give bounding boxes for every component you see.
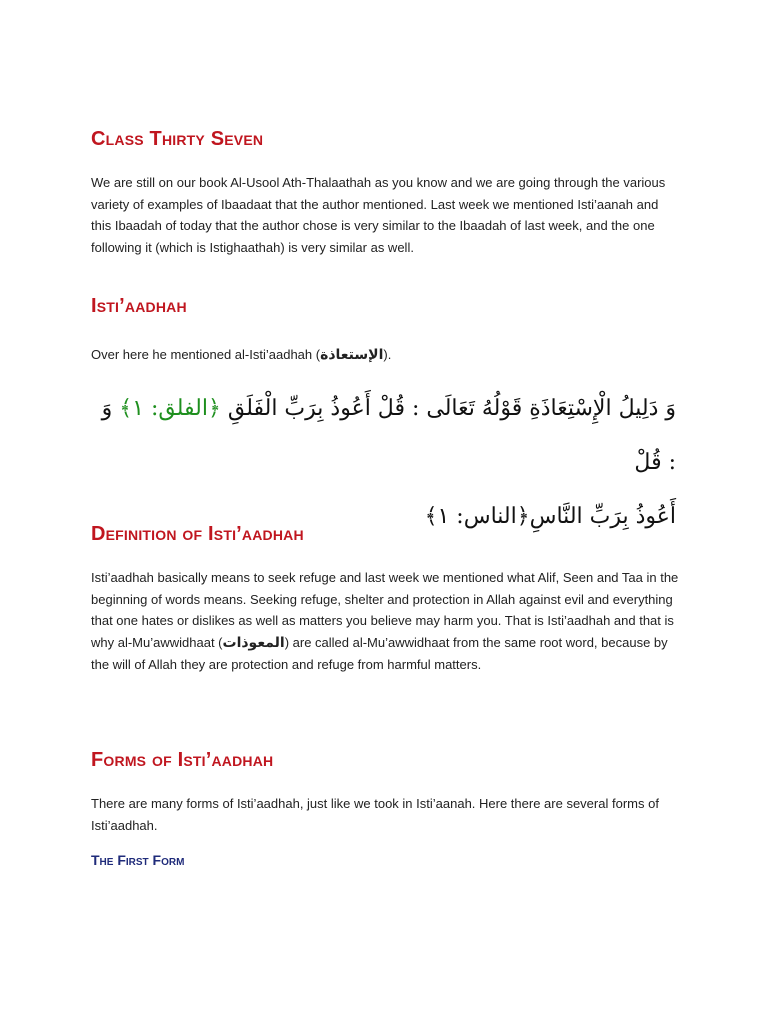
- mention-text-after: ).: [383, 347, 392, 362]
- quran-evidence: [96, 382, 676, 544]
- first-form-subheading: The First Form: [91, 852, 185, 868]
- mention-paragraph: [91, 344, 681, 367]
- surah-nas-reference: ﴿الناس: ١﴾: [424, 504, 530, 529]
- surah-falaq-reference: ﴿الفلق: ١﴾: [119, 396, 221, 421]
- mention-arabic-term: الإستعاذة: [320, 347, 384, 363]
- evidence-line1-tail: وَ : قُلْ: [101, 396, 676, 475]
- isti-aadhah-heading: Isti’aadhah: [91, 295, 187, 317]
- definition-paragraph: [91, 567, 681, 676]
- definition-text-part2: ) are called al-Mu’awwidhaat from the same root word, because by the will of Allah they are protection and refuge from harmful matters.: [91, 634, 668, 672]
- definition-heading: Definition of Isti’aadhah: [91, 523, 304, 545]
- evidence-line1-main: وَ دَلِيلُ الْإِسْتِعَاذَةِ قَوْلُهُ تَعَالَى : قُلْ أَعُوذُ بِرَبِّ الْفَلَقِ: [220, 396, 676, 421]
- definition-arabic-term: المعوذات: [222, 634, 285, 651]
- evidence-line2-main: أَعُوذُ بِرَبِّ النَّاسِ: [529, 504, 676, 529]
- definition-text-part1: Isti’aadhah basically means to seek refuge and last week we mentioned what Alif, Seen and Taa in the beginning of words means. Seeking refuge, shelter and protection in Allah against evil and everything that one hates or dislikes as well as matters you believe may harm you. That is Isti’aadhah and that is why al-Mu’awwidhaat (: [91, 570, 679, 650]
- forms-paragraph: There are many forms of Isti’aadhah, just like we took in Isti’aanah. Here there are several forms of Isti’aadhah.: [91, 796, 659, 833]
- forms-heading: Forms of Isti’aadhah: [91, 749, 274, 771]
- intro-paragraph: We are still on our book Al-Usool Ath-Thalaathah as you know and we are going through the various variety of examples of Ibaadaat that the author mentioned. Last week we mentioned Isti’aanah and this Ibaadah of today that the author chose is very similar to the Ibaadah of last week, and the one following it (which is Istighaathah) is very similar as well.: [91, 175, 666, 255]
- quran-evidence-line-1: [96, 382, 676, 490]
- class-title-heading: Class Thirty Seven: [91, 128, 264, 150]
- mention-text-before: Over here he mentioned al-Isti’aadhah (: [91, 347, 321, 362]
